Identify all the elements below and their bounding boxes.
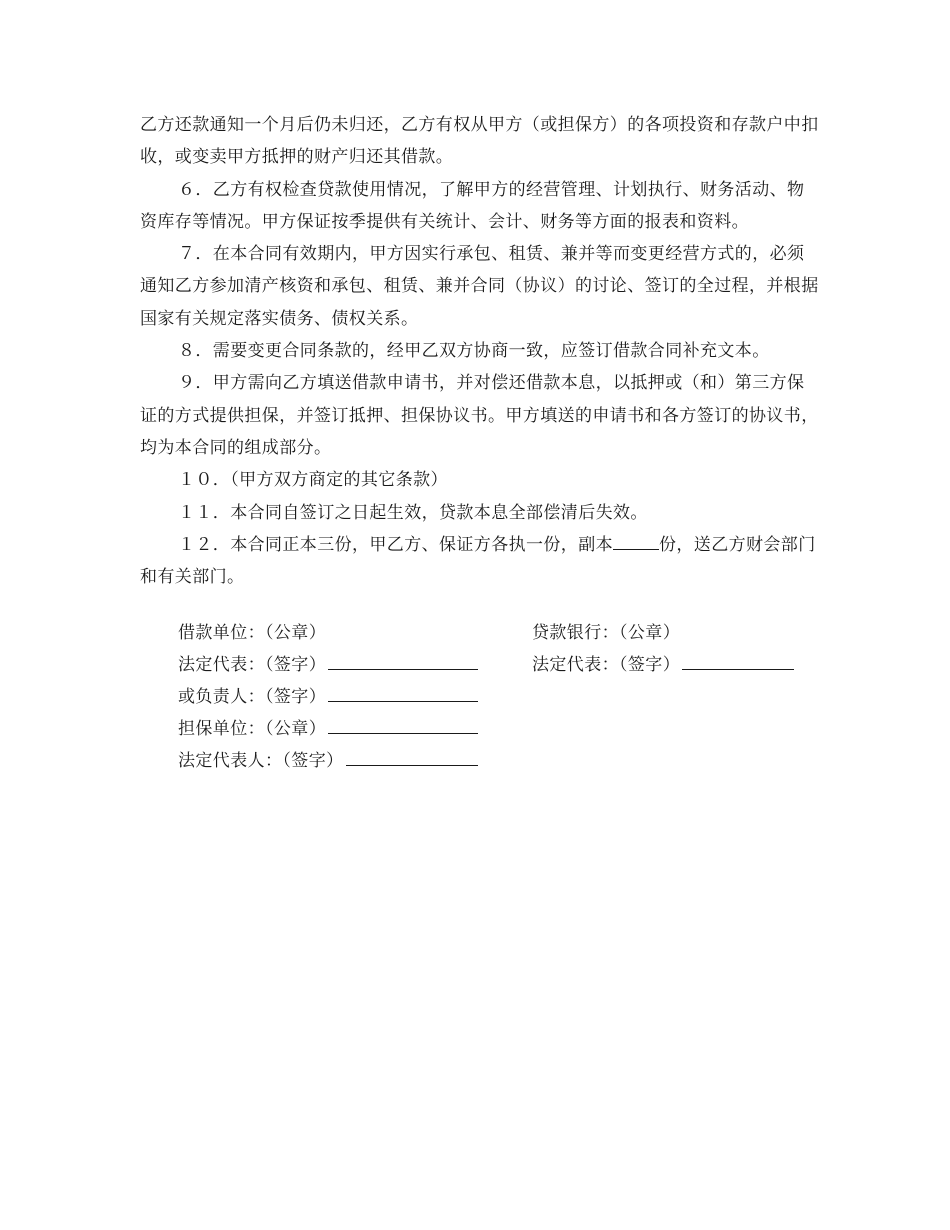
lender-bank-label: 贷款银行：（公章） — [532, 623, 681, 643]
guarantor-legal-rep-label: 法定代表人：（签字） — [178, 751, 344, 771]
clause-11: １１．本合同自签订之日起生效，贷款本息全部偿清后失效。 — [178, 502, 648, 523]
signature-line — [328, 681, 478, 702]
copies-blank-line — [613, 535, 659, 550]
borrower-legal-rep — [178, 649, 478, 681]
guarantor-legal-rep — [178, 745, 478, 777]
clause-10: １０．（甲方双方商定的其它条款） — [178, 470, 448, 491]
borrower-legal-rep-label: 法定代表：（签字） — [178, 655, 327, 675]
signature-line — [682, 649, 794, 670]
signature-line — [346, 745, 478, 766]
clause-8: ８．需要变更合同条款的，经甲乙双方协商一致，应签订借款合同补充文本。 — [178, 341, 770, 362]
clause-7: ７．在本合同有效期内，甲方因实行承包、租赁、兼并等而变更经营方式的，必须通知乙方参加清产核资和承包、租赁、兼并合同（协议）的讨论、签订的全过程，并根据国家有关规定落实债务、债权关系。 — [140, 244, 819, 329]
guarantor-unit — [178, 713, 478, 745]
clause-12 — [140, 529, 820, 594]
signature-line — [328, 713, 478, 734]
borrower-unit-label: 借款单位：（公章） — [178, 623, 327, 643]
responsible-person — [178, 681, 478, 713]
lender-legal-rep-label: 法定代表：（签字） — [532, 655, 681, 675]
lender-legal-rep — [532, 649, 794, 681]
signature-line — [328, 649, 478, 670]
clause-12-text-after: 份，送乙方财会部门和有关部门。 — [140, 534, 816, 588]
responsible-person-label: 或负责人：（签字） — [178, 687, 327, 707]
clause-12-text-before: １２．本合同正本三份，甲乙方、保证方各执一份，副本 — [178, 534, 613, 555]
paragraph-continued: 乙方还款通知一个月后仍未归还，乙方有权从甲方（或担保方）的各项投资和存款户中扣收，或变卖甲方抵押的财产归还其借款。 — [140, 115, 819, 168]
clause-9: ９．甲方需向乙方填送借款申请书，并对偿还借款本息，以抵押或（和）第三方保证的方式提供担保，并签订抵押、担保协议书。甲方填送的申请书和各方签订的协议书，均为本合同的组成部分。 — [140, 373, 819, 458]
clause-6: ６．乙方有权检查贷款使用情况，了解甲方的经营管理、计划执行、财务活动、物资库存等情况。甲方保证按季提供有关统计、会计、财务等方面的报表和资料。 — [140, 179, 805, 232]
contract-body — [140, 109, 820, 593]
guarantor-unit-label: 担保单位：（公章） — [178, 719, 327, 739]
